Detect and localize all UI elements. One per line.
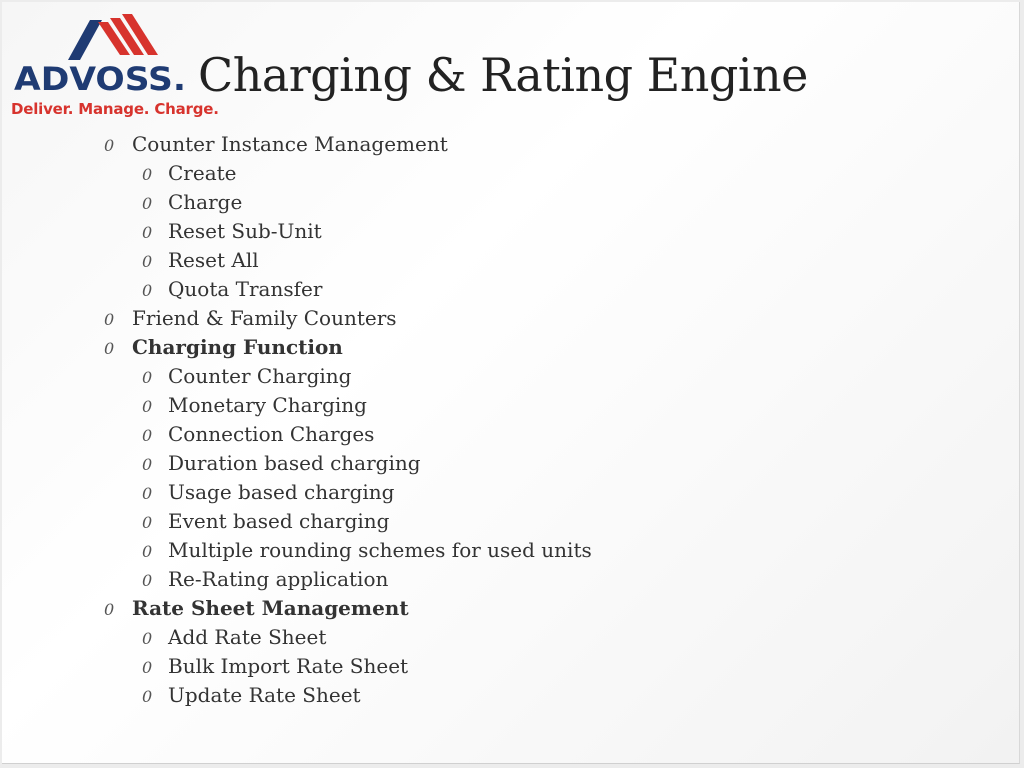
bullet-item — [142, 507, 389, 536]
bullet-marker-icon: 0 — [142, 571, 153, 590]
bullet-marker-icon: 0 — [142, 194, 153, 213]
bullet-text: Monetary Charging — [168, 393, 367, 417]
bullet-marker-icon: 0 — [142, 223, 153, 242]
advoss-logo-mark — [10, 10, 195, 100]
bullet-marker-icon: 0 — [142, 629, 153, 648]
bullet-text: Rate Sheet Management — [132, 596, 409, 620]
bullet-marker-icon: 0 — [142, 484, 153, 503]
bullet-marker-icon: 0 — [142, 426, 153, 445]
bullet-text: Multiple rounding schemes for used units — [168, 538, 592, 562]
bullet-marker-icon: 0 — [142, 165, 153, 184]
bullet-marker-icon: 0 — [104, 136, 115, 155]
bullet-item — [142, 275, 322, 304]
bullet-item — [142, 246, 259, 275]
logo-tagline: Deliver. Manage. Charge. — [11, 100, 219, 118]
bullet-item — [104, 130, 448, 159]
bullet-text: Reset Sub-Unit — [168, 219, 322, 243]
bullet-text: Charge — [168, 190, 243, 214]
bullet-text: Counter Instance Management — [132, 132, 448, 156]
bullet-text: Friend & Family Counters — [132, 306, 397, 330]
bullet-item — [142, 681, 361, 710]
bullet-text: Usage based charging — [168, 480, 395, 504]
bullet-text: Counter Charging — [168, 364, 352, 388]
bullet-text: Event based charging — [168, 509, 390, 533]
bullet-marker-icon: 0 — [142, 281, 153, 300]
bullet-item — [142, 420, 374, 449]
bullet-item — [104, 594, 409, 623]
bullet-marker-icon: 0 — [104, 310, 115, 329]
bullet-marker-icon: 0 — [142, 252, 153, 271]
bullet-text: Update Rate Sheet — [168, 683, 361, 707]
slide — [2, 2, 1020, 764]
bullet-marker-icon: 0 — [142, 658, 153, 677]
bullet-item — [142, 188, 242, 217]
bullet-text: Charging Function — [132, 335, 343, 359]
advoss-logo — [10, 10, 219, 122]
bullet-marker-icon: 0 — [142, 542, 153, 561]
bullet-text: Bulk Import Rate Sheet — [168, 654, 409, 678]
bullet-item — [142, 536, 592, 565]
slide-title: Charging & Rating Engine — [198, 48, 808, 102]
bullet-item — [104, 304, 397, 333]
bullet-text: Add Rate Sheet — [168, 625, 327, 649]
bullet-marker-icon: 0 — [142, 368, 153, 387]
logo-wordmark: ADVOSS. — [14, 60, 186, 98]
bullet-item — [142, 362, 351, 391]
bullet-item — [142, 623, 326, 652]
bullet-item — [142, 159, 237, 188]
bullet-marker-icon: 0 — [142, 397, 153, 416]
bullet-item — [104, 333, 343, 362]
bullet-marker-icon: 0 — [142, 455, 153, 474]
bullet-item — [142, 565, 388, 594]
bullet-text: Reset All — [168, 248, 259, 272]
bullet-marker-icon: 0 — [104, 339, 115, 358]
bullet-text: Quota Transfer — [168, 277, 323, 301]
bullet-text: Re-Rating application — [168, 567, 389, 591]
bullet-marker-icon: 0 — [104, 600, 115, 619]
bullet-item — [142, 478, 394, 507]
bullet-text: Create — [168, 161, 237, 185]
bullet-text: Connection Charges — [168, 422, 375, 446]
bullet-item — [142, 391, 367, 420]
bullet-item — [142, 449, 421, 478]
bullet-marker-icon: 0 — [142, 513, 153, 532]
bullet-marker-icon: 0 — [142, 687, 153, 706]
bullet-item — [142, 217, 322, 246]
bullet-text: Duration based charging — [168, 451, 421, 475]
bullet-item — [142, 652, 408, 681]
